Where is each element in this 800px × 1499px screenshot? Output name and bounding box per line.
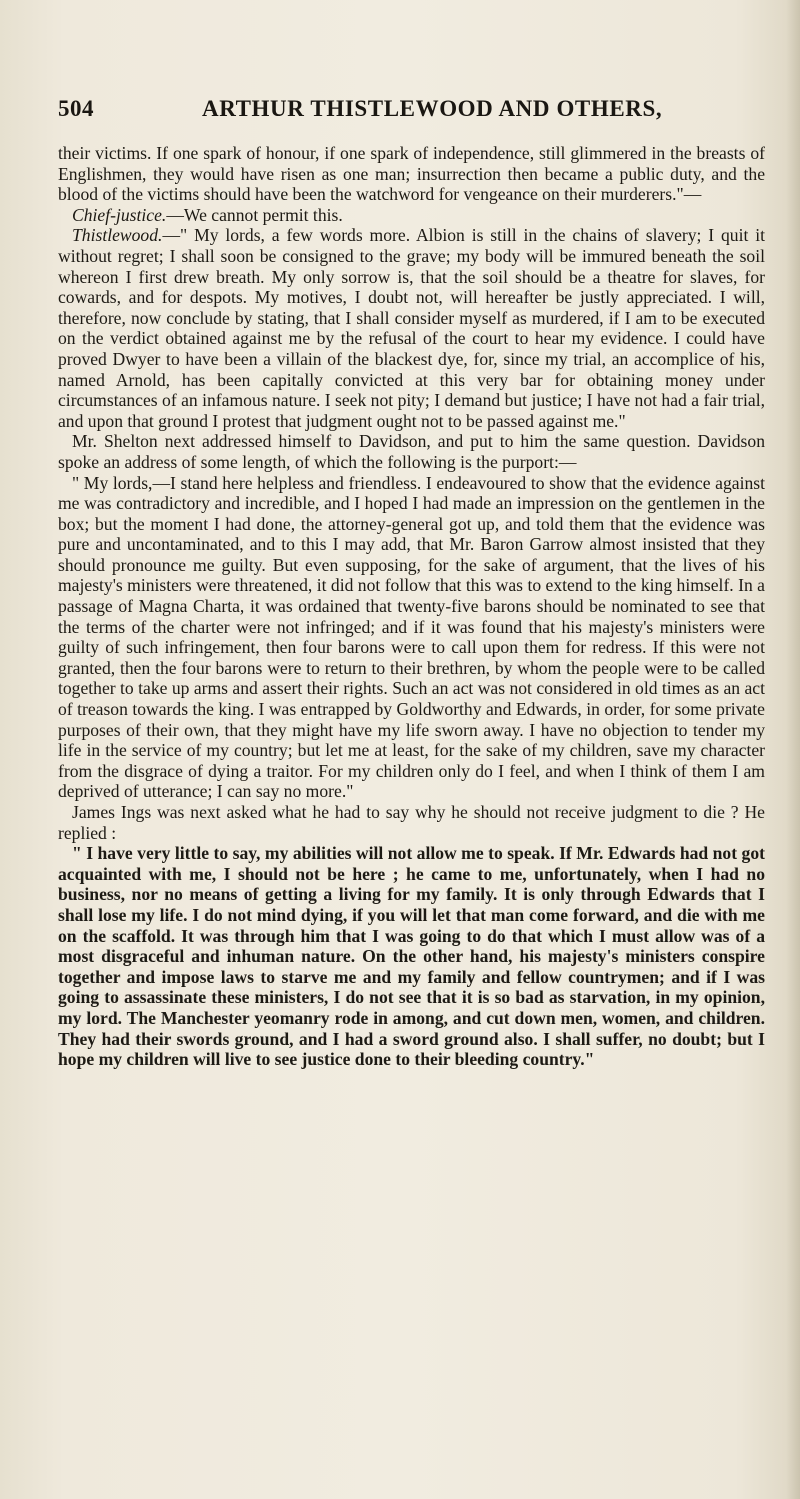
speaker-name: Thistlewood.	[72, 225, 163, 246]
paragraph-text: James Ings was next asked what he had to say why he should not receive judgment to die ? He replied :	[58, 802, 765, 843]
paragraph-text: " My lords,—I stand here helpless and friendless. I endeavoured to show that the evidence against me was contradictory and incredible, and I hoped I had made an impression on the gentlemen in the box; but the moment I had done, the attorney-general got up, and told them that the evidence was pure and uncontaminated, and to this I may add, that Mr. Baron Garrow almost insisted that they should pronounce me guilty. But even supposing, for the sake of argument, that the lives of his majesty's ministers were threatened, it did not follow that this was to extend to the king himself. In a passage of Magna Charta, it was ordained that twenty-five barons should be nominated to see that the terms of the charter were not infringed; and if it was found that his majesty's ministers were guilty of such infringement, then four barons were to call upon them for redress. If this were not granted, then the four barons were to return to their brethren, by whom the people were to be called together to take up arms and assert their rights. Such an act was not considered in old times as an act of treason towards the king. I was entrapped by Goldworthy and Edwards, in order, for some private purposes of their own, that they might have my life sworn away. I have no objection to tender my life in the service of my country; but let me at least, for the sake of my children, save my character from the disgrace of dying a traitor. For my children only do I feel, and when I think of them I am deprived of utterance; I can say no more."	[58, 472, 765, 802]
speaker-name: Chief-justice.	[72, 204, 167, 225]
running-head: ARTHUR THISTLEWOOD AND OTHERS,	[202, 96, 663, 121]
page-number: 504	[58, 96, 94, 121]
paragraph	[58, 225, 765, 431]
paragraph-text: " I have very little to say, my abilities will not allow me to speak. If Mr. Edwards had not got acquainted with me, I should not be here ; he came to me, unfortunately, when I had no business, nor no means of getting a living for my family. It is only through Edwards that I shall lose my life. I do not mind dying, if you will let that man come forward, and die with me on the scaffold. It was through him that I was going to do that which I must allow was of a most disgraceful and inhuman nature. On the other hand, his majesty's ministers conspire together and impose laws to starve me and my family and fellow countrymen; and if I was going to assassinate these ministers, I do not see that it is so bad as starvation, in my opinion, my lord. The Manchester yeomanry rode in among, and cut down men, women, and children. They had their swords ground, and I had a sword ground also. I shall suffer, no doubt; but I hope my children will live to see justice done to their bleeding country."	[58, 843, 765, 1070]
paragraph	[58, 431, 765, 472]
paragraph	[58, 473, 765, 803]
paragraph-text: Mr. Shelton next addressed himself to Davidson, and put to him the same question. Davidson spoke an address of some length, of which the following is the purport:—	[58, 431, 765, 472]
paragraph	[58, 143, 765, 205]
paragraph	[58, 205, 765, 226]
paragraph-text: —We cannot permit this.	[166, 204, 343, 225]
page-edge-shadow	[786, 0, 800, 1499]
body-text	[58, 143, 765, 1070]
paragraph	[58, 802, 765, 843]
paragraph-text: —" My lords, a few words more. Albion is still in the chains of slavery; I quit it without regret; I shall soon be consigned to the grave; my body will be immured beneath the soil whereon I first drew breath. My only sorrow is, that the soil should be a theatre for slaves, for cowards, and for despots. My motives, I doubt not, will hereafter be justly appreciated. I will, therefore, now conclude by stating, that I shall consider myself as murdered, if I am to be executed on the verdict obtained against me by the refusal of the court to hear my evidence. I could have proved Dwyer to have been a villain of the blackest dye, for, since my trial, an accomplice of his, named Arnold, has been capitally convicted at this very bar for obtaining money under circumstances of an infamous nature. I seek not pity; I demand but justice; I have not had a fair trial, and upon that ground I protest that judgment ought not to be passed against me."	[58, 225, 765, 431]
page-header	[38, 96, 768, 132]
paragraph-text: their victims. If one spark of honour, if one spark of independence, still glimmered in the breasts of Englishmen, they would have risen as one man; insurrection then became a public duty, and the blood of the victims should have been the watchword for vengeance on their murderers."—	[58, 143, 765, 205]
paragraph	[58, 843, 765, 1070]
